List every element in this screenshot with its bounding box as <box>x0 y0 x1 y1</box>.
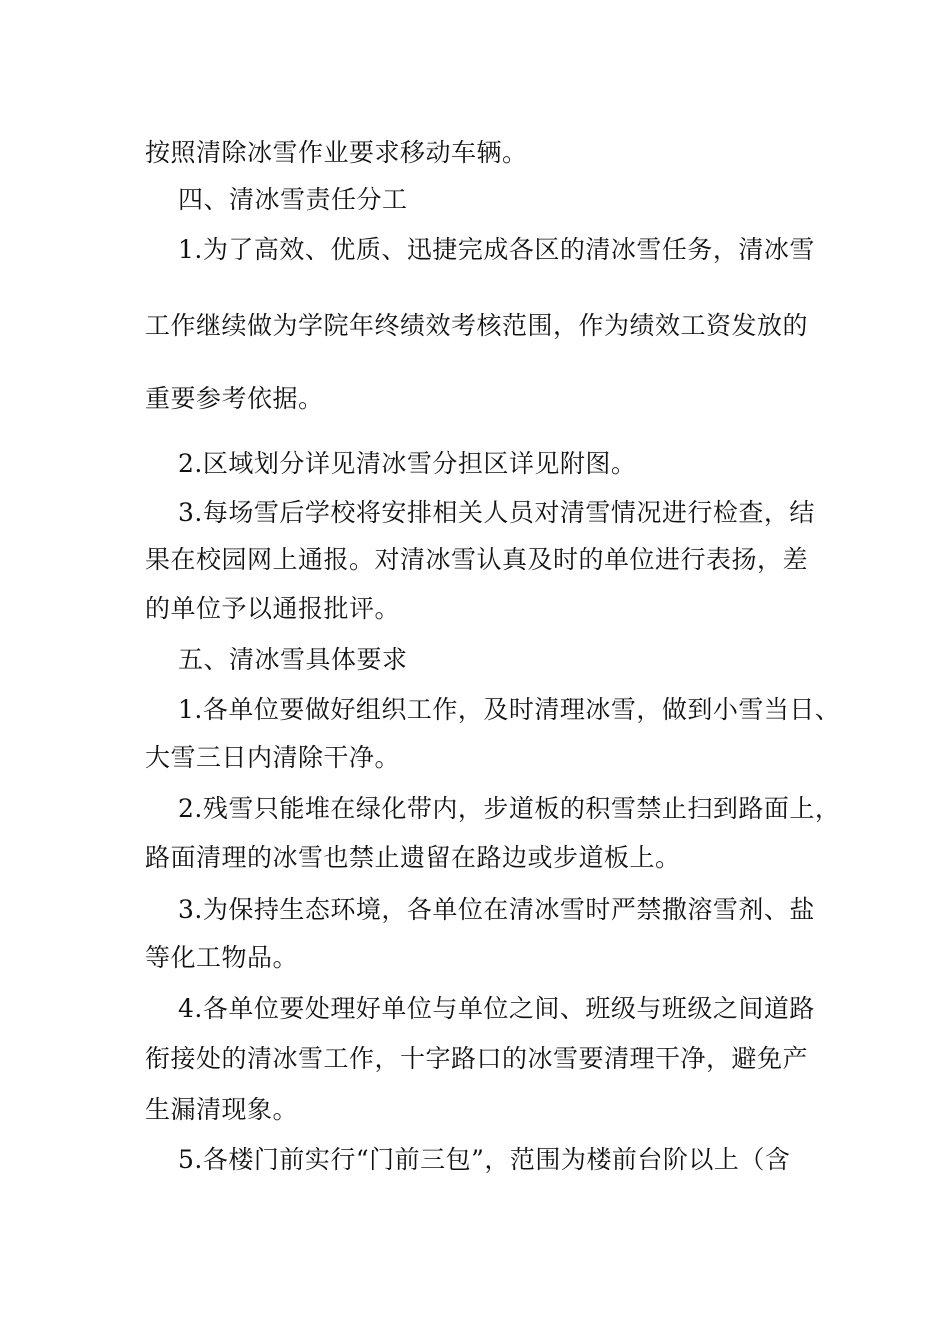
section-heading: 五、清冰雪具体要求 <box>178 645 408 674</box>
text-line: 路面清理的冰雪也禁止遗留在路边或步道板上。 <box>145 843 681 872</box>
text-line: 工作继续做为学院年终绩效考核范围，作为绩效工资发放的 <box>145 311 809 340</box>
text-line: 3.每场雪后学校将安排相关人员对清雪情况进行检查，结 <box>178 498 815 527</box>
text-line: 大雪三日内清除干净。 <box>145 743 401 772</box>
text-line: 重要参考依据。 <box>145 384 324 413</box>
text-line: 果在校园网上通报。对清冰雪认真及时的单位进行表扬，差 <box>145 545 809 574</box>
text-line: 4.各单位要处理好单位与单位之间、班级与班级之间道路 <box>178 994 815 1023</box>
text-line: 衔接处的清冰雪工作，十字路口的冰雪要清理干净，避免产 <box>145 1044 809 1073</box>
text-line: 的单位予以通报批评。 <box>145 594 401 623</box>
text-line: 1.各单位要做好组织工作，及时清理冰雪，做到小雪当日、 <box>178 695 841 724</box>
text-line: 按照清除冰雪作业要求移动车辆。 <box>145 138 528 167</box>
text-line: 2.残雪只能堆在绿化带内，步道板的积雪禁止扫到路面上， <box>178 794 841 823</box>
text-line: 5.各楼门前实行“门前三包”，范围为楼前台阶以上（含 <box>178 1145 791 1174</box>
text-line: 1.为了高效、优质、迅捷完成各区的清冰雪任务，清冰雪 <box>178 235 815 264</box>
text-line: 生漏清现象。 <box>145 1095 299 1124</box>
text-line: 3.为保持生态环境，各单位在清冰雪时严禁撒溶雪剂、盐 <box>178 895 815 924</box>
text-line: 等化工物品。 <box>145 943 299 972</box>
section-heading: 四、清冰雪责任分工 <box>178 185 408 214</box>
text-line: 2.区域划分详见清冰雪分担区详见附图。 <box>178 449 637 478</box>
